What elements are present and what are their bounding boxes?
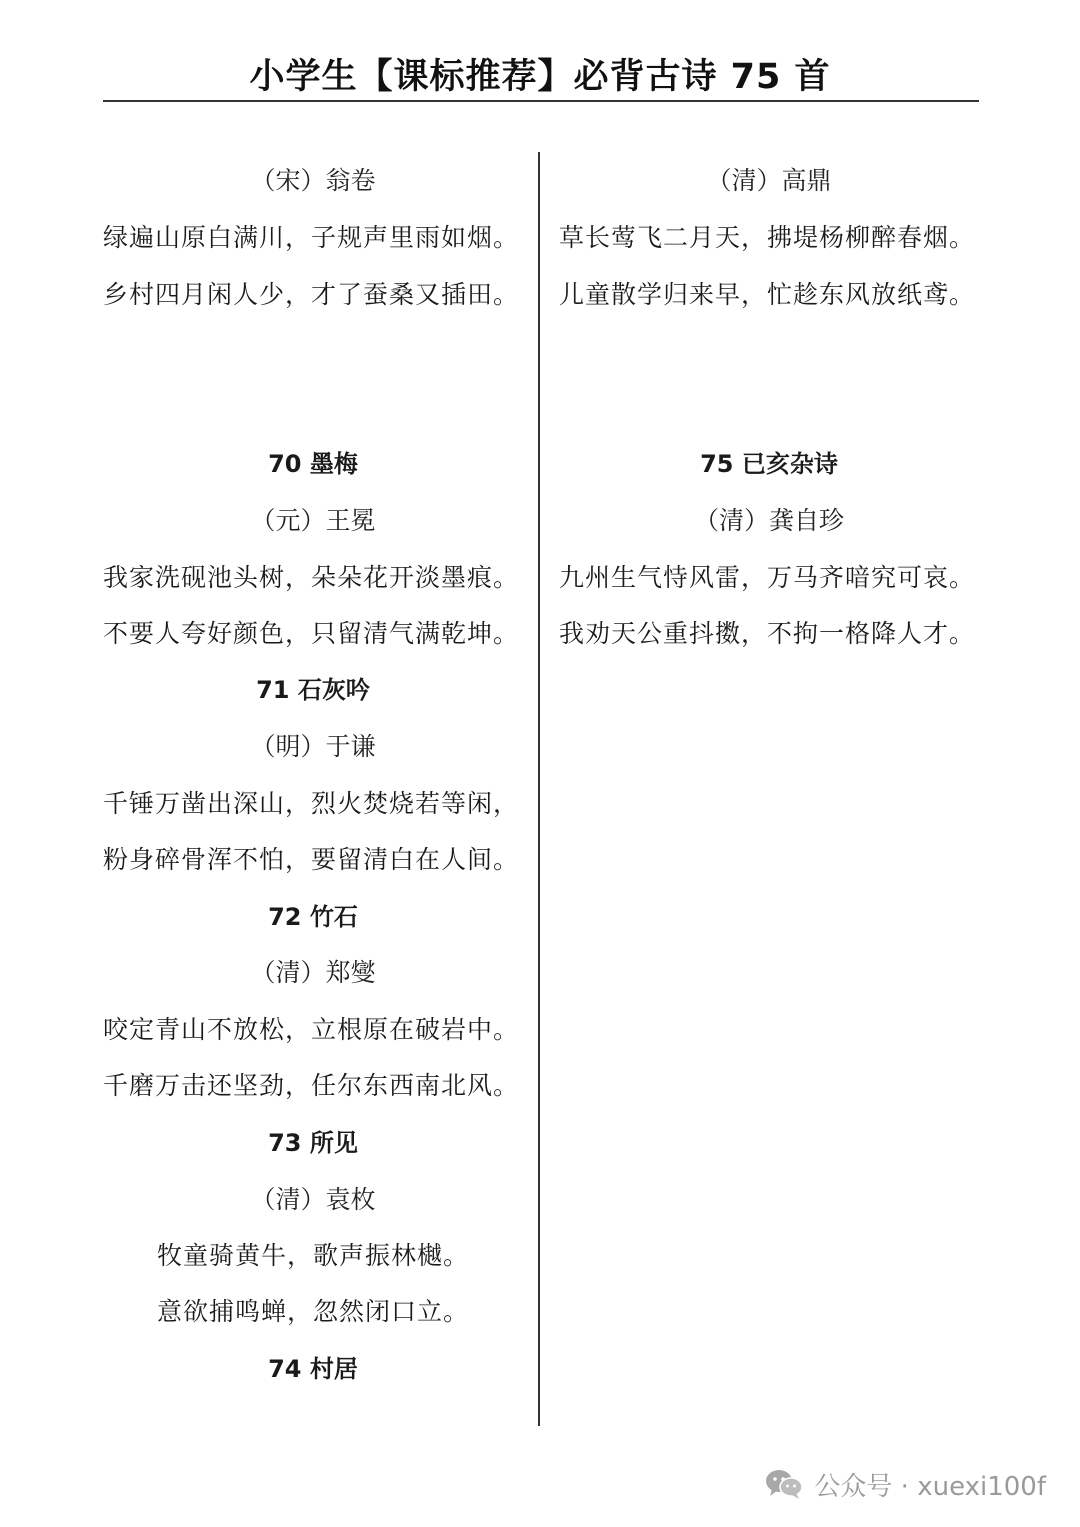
poem-75-line-2: 我劝天公重抖擞，不拘一格降人才。 (559, 619, 976, 648)
poem-72-line-1: 咬定青山不放松，立根原在破岩中。 (103, 1015, 520, 1044)
poem-69-line-2: 乡村四月闲人少，才了蚕桑又插田。 (103, 280, 520, 309)
poem-69-author: （宋）翁卷 (250, 166, 376, 195)
title-divider (103, 100, 979, 102)
page-title: 小学生【课标推荐】必背古诗 75 首 (249, 57, 831, 97)
poem-73-line-2: 意欲捕鸣蝉，忽然闭口立。 (156, 1297, 469, 1326)
poem-71-author: （明）于谦 (250, 732, 376, 761)
poem-75-title: 75 已亥杂诗 (700, 450, 838, 478)
poem-73-author: （清）袁枚 (250, 1185, 376, 1214)
poem-75-line-1: 九州生气恃风雷，万马齐喑究可哀。 (559, 563, 976, 592)
poem-72-line-2: 千磨万击还坚劲，任尔东西南北风。 (103, 1071, 520, 1100)
poem-71-line-2: 粉身碎骨浑不怕，要留清白在人间。 (103, 845, 520, 874)
poem-74-line-2: 儿童散学归来早，忙趁东风放纸鸢。 (559, 280, 976, 309)
poem-69-line-1: 绿遍山原白满川，子规声里雨如烟。 (103, 223, 520, 252)
poem-70-line-2: 不要人夸好颜色，只留清气满乾坤。 (103, 619, 520, 648)
poem-74-line-1: 草长莺飞二月天，拂堤杨柳醉春烟。 (559, 223, 976, 252)
poem-74-title: 74 村居 (268, 1355, 358, 1383)
poem-73-title: 73 所见 (268, 1129, 358, 1157)
poem-70-line-1: 我家洗砚池头树，朵朵花开淡墨痕。 (103, 563, 520, 592)
poem-72-author: （清）郑燮 (250, 958, 376, 987)
poem-71-line-1: 千锤万凿出深山，烈火焚烧若等闲， (103, 789, 520, 818)
poem-71-title: 71 石灰吟 (256, 676, 370, 704)
poem-72-title: 72 竹石 (268, 903, 358, 931)
poem-70-title: 70 墨梅 (268, 450, 358, 478)
poem-75-author: （清）龚自珍 (693, 506, 844, 535)
column-divider (538, 152, 540, 1426)
poem-74-author: （清）高鼎 (706, 166, 832, 195)
wechat-icon (764, 1467, 804, 1501)
watermark (764, 1462, 1046, 1506)
poem-73-line-1: 牧童骑黄牛，歌声振林樾。 (156, 1241, 469, 1270)
watermark-text: 公众号 · xuexi100f (814, 1471, 1046, 1502)
poem-70-author: （元）王冕 (250, 506, 376, 535)
